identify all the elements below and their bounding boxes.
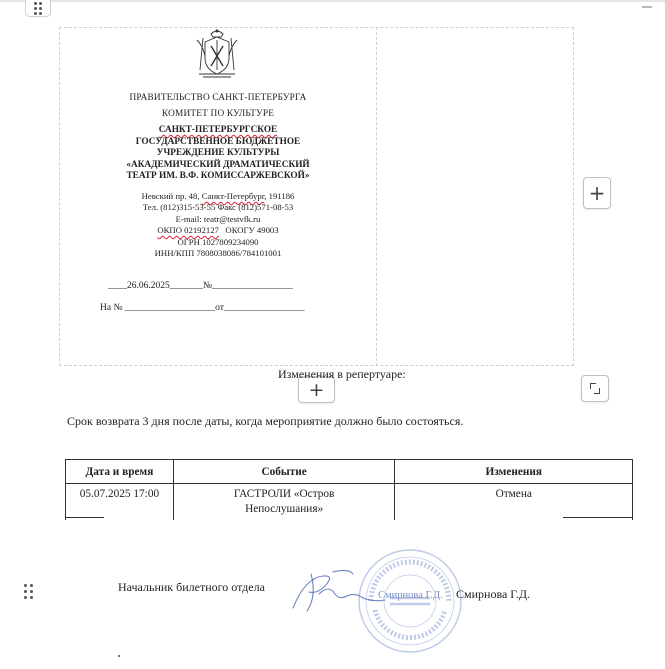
handwritten-signature-image <box>289 566 389 616</box>
page-top-edge <box>0 0 665 2</box>
letterhead <box>93 92 343 259</box>
org-address: Невский пр. 48, Санкт-Петербург, 191186 <box>141 190 295 201</box>
plus-icon: + <box>588 181 606 205</box>
grip-icon <box>24 584 33 599</box>
org-name-line-2: ГОСУДАРСТВЕННОЕ БЮДЖЕТНОЕ <box>135 136 301 147</box>
table-bottom-border-right <box>563 517 633 518</box>
org-name-line-1: САНКТ-ПЕТЕРБУРГСКОЕ <box>158 125 278 135</box>
coat-of-arms-icon <box>193 26 241 80</box>
org-phone-fax: Тел. (812)315-53-55 Факс (812)571-08-53 <box>142 202 294 213</box>
block-drag-handle[interactable] <box>25 0 51 17</box>
government-name: ПРАВИТЕЛЬСТВО САНКТ-ПЕТЕРБУРГА <box>129 93 307 103</box>
cell-event[interactable]: ГАСТРОЛИ «Остров Непослушания» <box>173 484 395 520</box>
cell-datetime[interactable]: 05.07.2025 17:00 <box>66 484 174 520</box>
repertoire-changes-table <box>65 459 633 520</box>
table-header-row <box>66 460 633 484</box>
table-resize-button[interactable] <box>581 375 609 402</box>
committee-name: КОМИТЕТ ПО КУЛЬТУРЕ <box>161 108 275 119</box>
address-city: Санкт-Петербург <box>201 190 265 201</box>
document-heading: Изменения в репертуаре: <box>278 367 406 381</box>
layout-table-divider <box>376 27 377 366</box>
signature-overprint: Смирнова Г.Д. <box>378 590 443 601</box>
okogu-code: ОКОГУ 49003 <box>225 225 279 236</box>
org-name-line-3: УЧРЕЖДЕНИЕ КУЛЬТУРЫ <box>156 148 280 159</box>
ogrn-code: ОГРН 1027809234090 <box>177 236 259 247</box>
plus-icon: + <box>308 378 325 401</box>
header-change: Изменения <box>395 460 633 484</box>
org-codes <box>93 225 343 236</box>
grip-icon <box>34 2 42 15</box>
signatory-name: Смирнова Г.Д. <box>456 587 531 601</box>
add-column-button[interactable] <box>583 177 611 209</box>
page-mark <box>118 655 120 657</box>
org-name-line-5: ТЕАТР ИМ. В.Ф. КОМИССАРЖЕВСКОЙ» <box>126 171 310 182</box>
incoming-reference: На № ___________________от_________________ <box>100 303 305 313</box>
table-bottom-border-left <box>65 517 104 518</box>
org-email: E-mail: teatr@testvfk.ru <box>175 213 261 224</box>
header-event: Событие <box>173 460 395 484</box>
block-drag-handle-left[interactable] <box>20 581 36 601</box>
inn-kpp-code: ИНН/КПП 7808038086/784101001 <box>154 248 282 258</box>
return-deadline-notice: Срок возврата 3 дня после даты, когда мероприятие должно было состояться. <box>67 414 464 428</box>
page-corner-mark <box>642 6 652 8</box>
org-name-line-4: «АКАДЕМИЧЕСКИЙ ДРАМАТИЧЕСКИЙ <box>126 159 310 170</box>
signatory-role: Начальник билетного отдела <box>118 580 265 594</box>
outgoing-date-number: ____26.06.2025_______№_________________ <box>108 281 293 291</box>
cell-change[interactable]: Отмена <box>395 484 633 520</box>
okpo-code: ОКПО 02192127 <box>157 225 219 236</box>
table-row <box>66 484 633 520</box>
header-datetime: Дата и время <box>66 460 174 484</box>
